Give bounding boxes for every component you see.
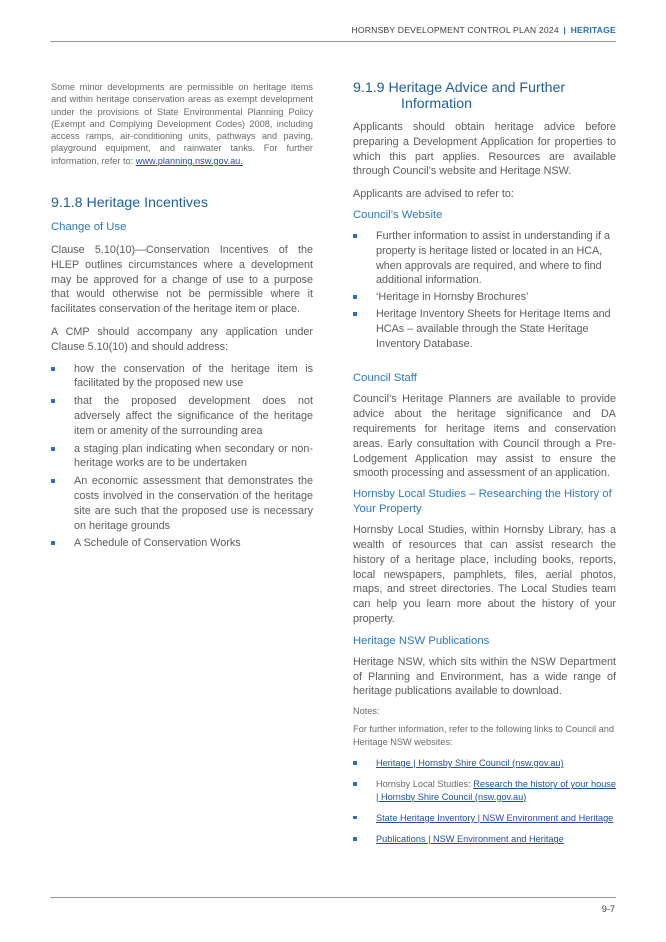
- heritage-nsw-publications-heading: Heritage NSW Publications: [353, 634, 490, 647]
- list-item: [353, 757, 616, 769]
- exempt-development-paragraph: [51, 81, 313, 167]
- header-divider: [50, 41, 616, 42]
- bullet-icon: [51, 447, 55, 451]
- councils-website-heading: Council’s Website: [353, 208, 443, 221]
- state-heritage-inventory-link[interactable]: State Heritage Inventory | NSW Environment and Heritage: [376, 812, 614, 823]
- heading-9-1-8: 9.1.8 Heritage Incentives: [51, 195, 208, 212]
- page-header: [0, 0, 666, 40]
- bullet-icon: [353, 837, 357, 841]
- list-item: [353, 812, 616, 824]
- research-history-link[interactable]: Research the history of your house | Hornsby Shire Council (nsw.gov.au): [376, 779, 617, 802]
- header-separator: |: [563, 25, 567, 35]
- right-column: [353, 80, 616, 845]
- bullet-icon: [353, 782, 357, 786]
- further-info-links-list: [353, 757, 616, 845]
- header-title-line: [351, 25, 616, 35]
- bullet-icon: [353, 234, 357, 238]
- list-item: [353, 778, 616, 803]
- heritage-advice-paragraph: Applicants should obtain heritage advice before preparing a Development Application for properties to which this part applies. Resources are available through Council’s website and Heritage NSW.: [353, 121, 616, 178]
- planning-nsw-link[interactable]: www.planning.nsw.gov.au.: [135, 155, 243, 166]
- left-column: [51, 81, 313, 551]
- list-item: Further information to assist in understanding if a property is heritage listed or located in an HCA, when approvals are required, and where to find additional information.: [353, 229, 616, 288]
- heading-9-1-9: [353, 80, 616, 112]
- list-item: that the proposed development does not adversely affect the significance of the heritage item or amenity of the surrounding area: [51, 394, 313, 438]
- list-item: An economic assessment that demonstrates the costs involved in the conservation of the heritage site are such that the proposed use is necessary on heritage grounds: [51, 474, 313, 533]
- bullet-icon: [353, 761, 357, 765]
- local-studies-heading: Hornsby Local Studies – Researching the History of Your Property: [353, 488, 612, 516]
- council-staff-heading: Council Staff: [353, 372, 417, 385]
- page-number: 9-7: [601, 904, 615, 914]
- cmp-paragraph: A CMP should accompany any application under Clause 5.10(10) and should address:: [51, 326, 313, 353]
- list-item: ‘Heritage in Hornsby Brochures’: [353, 290, 616, 305]
- refer-paragraph: Applicants are advised to refer to:: [353, 188, 514, 201]
- section-name: HERITAGE: [570, 25, 616, 35]
- list-item: a staging plan indicating when secondary or non-heritage works are to be undertaken: [51, 442, 313, 472]
- footer-divider: [50, 897, 616, 898]
- bullet-icon: [51, 479, 55, 483]
- list-item: [353, 833, 616, 845]
- list-item: Heritage Inventory Sheets for Heritage Items and HCAs – available through the State Heritage Inventory Database.: [353, 307, 616, 351]
- document-title: HORNSBY DEVELOPMENT CONTROL PLAN 2024: [351, 25, 559, 35]
- notes-label: Notes:: [353, 706, 380, 717]
- cmp-requirements-list: [51, 362, 313, 552]
- bullet-icon: [51, 541, 55, 545]
- bullet-icon: [353, 312, 357, 316]
- heading-9-1-9-line2: Information: [401, 96, 472, 112]
- hornsby-heritage-link[interactable]: Heritage | Hornsby Shire Council (nsw.gov.au): [376, 758, 564, 768]
- bullet-icon: [51, 399, 55, 403]
- publications-link[interactable]: Publications | NSW Environment and Heritage: [376, 834, 564, 845]
- list-item: A Schedule of Conservation Works: [51, 536, 313, 551]
- bullet-icon: [353, 816, 357, 820]
- change-of-use-heading: Change of Use: [51, 221, 127, 234]
- local-studies-paragraph: Hornsby Local Studies, within Hornsby Library, has a wealth of resources that can assist research the history of a heritage place, including books, reports, local newspapers, pamphlets, files, aerial photos, maps, and street directories. The Local Studies team can help you learn more about the history of your property.: [353, 524, 616, 625]
- bullet-icon: [51, 367, 55, 371]
- heading-9-1-9-line1: 9.1.9 Heritage Advice and Further: [353, 80, 566, 96]
- exempt-development-text: Some minor developments are permissible on heritage items and within heritage conservation areas as exempt development under the provisions of State Environmental Planning Policy (Exempt and Complying Development Codes) 2008, including access ramps, air-conditioning units, pathways and paving, playground equipment, and rainwater tanks. For further information, refer to:: [51, 82, 313, 166]
- website-resources-list: [353, 229, 616, 351]
- council-staff-paragraph: Council’s Heritage Planners are available to provide advice about the heritage significance and DA requirements for heritage items and conservation areas. Early consultation with Council through a Pre-Lodgement Application may assist to ensure the smooth processing and assessment of an application.: [353, 393, 616, 480]
- bullet-icon: [353, 295, 357, 299]
- list-item: how the conservation of the heritage item is facilitated by the proposed new use: [51, 362, 313, 392]
- publications-paragraph: Heritage NSW, which sits within the NSW Department of Planning and Environment, has a wide range of heritage publications available to download.: [353, 655, 616, 698]
- clause-paragraph: Clause 5.10(10)—Conservation Incentives of the HLEP outlines circumstances where a development may be approved for a change of use to a purpose that would otherwise not be permissible where it facilitates conservation of the heritage item or place.: [51, 244, 313, 316]
- local-studies-label: Hornsby Local Studies:: [376, 779, 474, 790]
- notes-paragraph: For further information, refer to the following links to Council and Heritage NSW websites:: [353, 724, 614, 747]
